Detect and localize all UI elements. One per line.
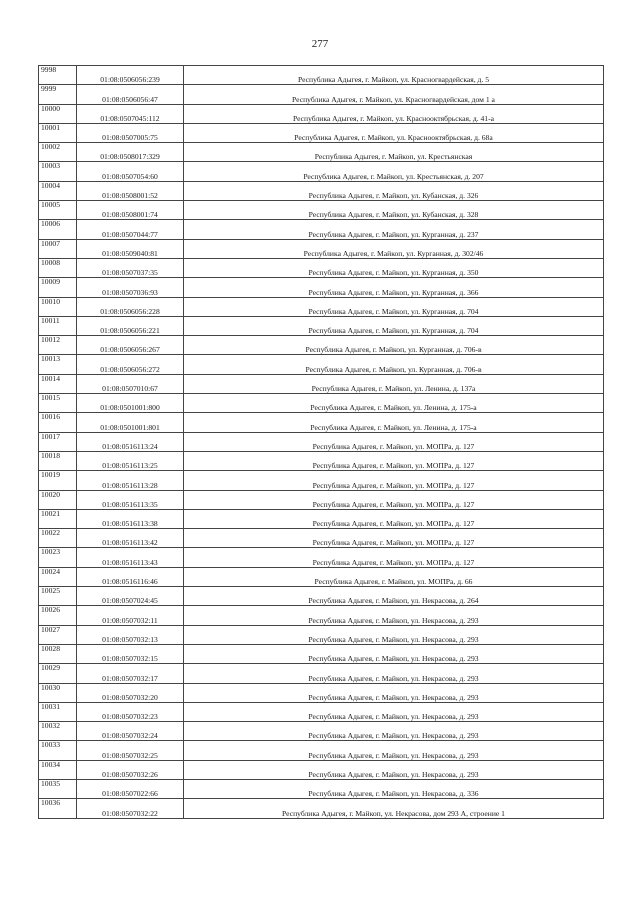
address-cell: Республика Адыгея, г. Майкоп, ул. Кубанская, д. 328	[184, 201, 604, 220]
address-cell: Республика Адыгея, г. Майкоп, ул. Курганная, д. 706-в	[184, 355, 604, 374]
table-row	[39, 644, 604, 663]
table-row	[39, 702, 604, 721]
table-row	[39, 181, 604, 200]
cadastral-number-cell: 01:08:0516113:38	[77, 509, 184, 528]
address-cell: Республика Адыгея, г. Майкоп, ул. Некрасова, д. 293	[184, 683, 604, 702]
table-row	[39, 567, 604, 586]
cadastral-number-cell: 01:08:0516113:42	[77, 529, 184, 548]
row-number-cell: 10033	[39, 741, 77, 760]
table-row	[39, 432, 604, 451]
table-row	[39, 85, 604, 104]
cadastral-number-cell: 01:08:0507032:13	[77, 625, 184, 644]
address-cell: Республика Адыгея, г. Майкоп, ул. Некрасова, д. 336	[184, 779, 604, 798]
address-cell: Республика Адыгея, г. Майкоп, ул. Красногвардейская, д. 5	[184, 66, 604, 85]
address-cell: Республика Адыгея, г. Майкоп, ул. Курганная, д. 704	[184, 297, 604, 316]
address-cell: Республика Адыгея, г. Майкоп, ул. Краснооктябрьская, д. 68а	[184, 123, 604, 142]
address-cell: Республика Адыгея, г. Майкоп, ул. МОПРа, д. 127	[184, 471, 604, 490]
address-cell: Республика Адыгея, г. Майкоп, ул. Крестьянская	[184, 143, 604, 162]
address-cell: Республика Адыгея, г. Майкоп, ул. Некрасова, д. 293	[184, 664, 604, 683]
address-cell: Республика Адыгея, г. Майкоп, ул. Некрасова, д. 293	[184, 702, 604, 721]
address-cell: Республика Адыгея, г. Майкоп, ул. МОПРа, д. 127	[184, 509, 604, 528]
address-cell: Республика Адыгея, г. Майкоп, ул. Курганная, д. 706-в	[184, 336, 604, 355]
address-cell: Республика Адыгея, г. Майкоп, ул. Некрасова, д. 293	[184, 606, 604, 625]
table-row	[39, 722, 604, 741]
cadastral-number-cell: 01:08:0508001:52	[77, 181, 184, 200]
cadastral-number-cell: 01:08:0507032:15	[77, 644, 184, 663]
table-row	[39, 278, 604, 297]
registry-table	[38, 65, 604, 819]
address-cell: Республика Адыгея, г. Майкоп, ул. Ленина, д. 175-а	[184, 413, 604, 432]
table-row	[39, 741, 604, 760]
row-number-cell: 10002	[39, 143, 77, 162]
address-cell: Республика Адыгея, г. Майкоп, ул. Красногвардейская, дом 1 а	[184, 85, 604, 104]
address-cell: Республика Адыгея, г. Майкоп, ул. Краснооктябрьская, д. 41-а	[184, 104, 604, 123]
row-number-cell: 10017	[39, 432, 77, 451]
address-cell: Республика Адыгея, г. Майкоп, ул. Некрасова, д. 293	[184, 760, 604, 779]
table-row	[39, 529, 604, 548]
row-number-cell: 10032	[39, 722, 77, 741]
cadastral-number-cell: 01:08:0507024:45	[77, 587, 184, 606]
table-row	[39, 258, 604, 277]
registry-table-body	[39, 66, 604, 819]
cadastral-number-cell: 01:08:0506056:228	[77, 297, 184, 316]
cadastral-number-cell: 01:08:0506056:272	[77, 355, 184, 374]
cadastral-number-cell: 01:08:0501001:800	[77, 394, 184, 413]
table-row	[39, 355, 604, 374]
cadastral-number-cell: 01:08:0506056:267	[77, 336, 184, 355]
table-row	[39, 760, 604, 779]
cadastral-number-cell: 01:08:0507005:75	[77, 123, 184, 142]
address-cell: Республика Адыгея, г. Майкоп, ул. Крестьянская, д. 207	[184, 162, 604, 181]
cadastral-number-cell: 01:08:0507054:60	[77, 162, 184, 181]
row-number-cell: 10035	[39, 779, 77, 798]
row-number-cell: 10012	[39, 336, 77, 355]
address-cell: Республика Адыгея, г. Майкоп, ул. Некрасова, д. 293	[184, 625, 604, 644]
cadastral-number-cell: 01:08:0506056:239	[77, 66, 184, 85]
table-row	[39, 66, 604, 85]
row-number-cell: 10008	[39, 258, 77, 277]
table-row	[39, 201, 604, 220]
row-number-cell: 10018	[39, 451, 77, 470]
table-row	[39, 625, 604, 644]
row-number-cell: 9998	[39, 66, 77, 85]
table-row	[39, 664, 604, 683]
cadastral-number-cell: 01:08:0506056:47	[77, 85, 184, 104]
page-number: 277	[311, 38, 329, 50]
table-row	[39, 316, 604, 335]
cadastral-number-cell: 01:08:0507036:93	[77, 278, 184, 297]
row-number-cell: 10016	[39, 413, 77, 432]
row-number-cell: 10029	[39, 664, 77, 683]
row-number-cell: 10004	[39, 181, 77, 200]
table-row	[39, 471, 604, 490]
row-number-cell: 10023	[39, 548, 77, 567]
table-row	[39, 297, 604, 316]
address-cell: Республика Адыгея, г. Майкоп, ул. Курганная, д. 237	[184, 220, 604, 239]
table-row	[39, 683, 604, 702]
row-number-cell: 10001	[39, 123, 77, 142]
cadastral-number-cell: 01:08:0516116:46	[77, 567, 184, 586]
cadastral-number-cell: 01:08:0516113:25	[77, 451, 184, 470]
cadastral-number-cell: 01:08:0516113:35	[77, 490, 184, 509]
table-row	[39, 123, 604, 142]
row-number-cell: 10034	[39, 760, 77, 779]
row-number-cell: 10030	[39, 683, 77, 702]
cadastral-number-cell: 01:08:0509040:81	[77, 239, 184, 258]
table-row	[39, 104, 604, 123]
address-cell: Республика Адыгея, г. Майкоп, ул. Ленина, д. 175-а	[184, 394, 604, 413]
address-cell: Республика Адыгея, г. Майкоп, ул. Кубанская, д. 326	[184, 181, 604, 200]
row-number-cell: 10015	[39, 394, 77, 413]
row-number-cell: 10013	[39, 355, 77, 374]
address-cell: Республика Адыгея, г. Майкоп, ул. МОПРа, д. 127	[184, 529, 604, 548]
table-row	[39, 606, 604, 625]
address-cell: Республика Адыгея, г. Майкоп, ул. Курганная, д. 302/46	[184, 239, 604, 258]
row-number-cell: 9999	[39, 85, 77, 104]
address-cell: Республика Адыгея, г. Майкоп, ул. Некрасова, д. 293	[184, 741, 604, 760]
row-number-cell: 10026	[39, 606, 77, 625]
address-cell: Республика Адыгея, г. Майкоп, ул. МОПРа, д. 127	[184, 432, 604, 451]
address-cell: Республика Адыгея, г. Майкоп, ул. Некрасова, д. 264	[184, 587, 604, 606]
row-number-cell: 10011	[39, 316, 77, 335]
cadastral-number-cell: 01:08:0506056:221	[77, 316, 184, 335]
cadastral-number-cell: 01:08:0516113:43	[77, 548, 184, 567]
table-row	[39, 490, 604, 509]
table-row	[39, 799, 604, 818]
cadastral-number-cell: 01:08:0507045:112	[77, 104, 184, 123]
cadastral-number-cell: 01:08:0508017:329	[77, 143, 184, 162]
cadastral-number-cell: 01:08:0507032:20	[77, 683, 184, 702]
cadastral-number-cell: 01:08:0507032:17	[77, 664, 184, 683]
row-number-cell: 10031	[39, 702, 77, 721]
row-number-cell: 10024	[39, 567, 77, 586]
row-number-cell: 10019	[39, 471, 77, 490]
cadastral-number-cell: 01:08:0507032:22	[77, 799, 184, 818]
row-number-cell: 10020	[39, 490, 77, 509]
address-cell: Республика Адыгея, г. Майкоп, ул. МОПРа, д. 127	[184, 548, 604, 567]
cadastral-number-cell: 01:08:0507032:25	[77, 741, 184, 760]
table-row	[39, 374, 604, 393]
table-row	[39, 336, 604, 355]
cadastral-number-cell: 01:08:0507032:23	[77, 702, 184, 721]
address-cell: Республика Адыгея, г. Майкоп, ул. Курганная, д. 366	[184, 278, 604, 297]
table-row	[39, 162, 604, 181]
cadastral-number-cell: 01:08:0507044:77	[77, 220, 184, 239]
row-number-cell: 10000	[39, 104, 77, 123]
row-number-cell: 10007	[39, 239, 77, 258]
cadastral-number-cell: 01:08:0507037:35	[77, 258, 184, 277]
cadastral-number-cell: 01:08:0508001:74	[77, 201, 184, 220]
table-row	[39, 587, 604, 606]
address-cell: Республика Адыгея, г. Майкоп, ул. Некрасова, д. 293	[184, 722, 604, 741]
address-cell: Республика Адыгея, г. Майкоп, ул. МОПРа, д. 127	[184, 451, 604, 470]
table-row	[39, 548, 604, 567]
address-cell: Республика Адыгея, г. Майкоп, ул. Курганная, д. 350	[184, 258, 604, 277]
row-number-cell: 10027	[39, 625, 77, 644]
cadastral-number-cell: 01:08:0516113:28	[77, 471, 184, 490]
address-cell: Республика Адыгея, г. Майкоп, ул. Некрасова, д. 293	[184, 644, 604, 663]
cadastral-number-cell: 01:08:0507032:26	[77, 760, 184, 779]
cadastral-number-cell: 01:08:0501001:801	[77, 413, 184, 432]
row-number-cell: 10014	[39, 374, 77, 393]
address-cell: Республика Адыгея, г. Майкоп, ул. МОПРа, д. 127	[184, 490, 604, 509]
cadastral-number-cell: 01:08:0507032:11	[77, 606, 184, 625]
cadastral-number-cell: 01:08:0516113:24	[77, 432, 184, 451]
row-number-cell: 10036	[39, 799, 77, 818]
table-row	[39, 239, 604, 258]
cadastral-number-cell: 01:08:0507010:67	[77, 374, 184, 393]
cadastral-number-cell: 01:08:0507022:66	[77, 779, 184, 798]
table-row	[39, 509, 604, 528]
row-number-cell: 10021	[39, 509, 77, 528]
address-cell: Республика Адыгея, г. Майкоп, ул. МОПРа, д. 66	[184, 567, 604, 586]
row-number-cell: 10010	[39, 297, 77, 316]
row-number-cell: 10025	[39, 587, 77, 606]
address-cell: Республика Адыгея, г. Майкоп, ул. Курганная, д. 704	[184, 316, 604, 335]
cadastral-number-cell: 01:08:0507032:24	[77, 722, 184, 741]
row-number-cell: 10022	[39, 529, 77, 548]
table-row	[39, 220, 604, 239]
table-row	[39, 394, 604, 413]
row-number-cell: 10028	[39, 644, 77, 663]
row-number-cell: 10003	[39, 162, 77, 181]
row-number-cell: 10009	[39, 278, 77, 297]
address-cell: Республика Адыгея, г. Майкоп, ул. Ленина, д. 137а	[184, 374, 604, 393]
table-row	[39, 451, 604, 470]
table-row	[39, 779, 604, 798]
address-cell: Республика Адыгея, г. Майкоп, ул. Некрасова, дом 293 А, строение 1	[184, 799, 604, 818]
table-row	[39, 143, 604, 162]
row-number-cell: 10006	[39, 220, 77, 239]
table-row	[39, 413, 604, 432]
row-number-cell: 10005	[39, 201, 77, 220]
